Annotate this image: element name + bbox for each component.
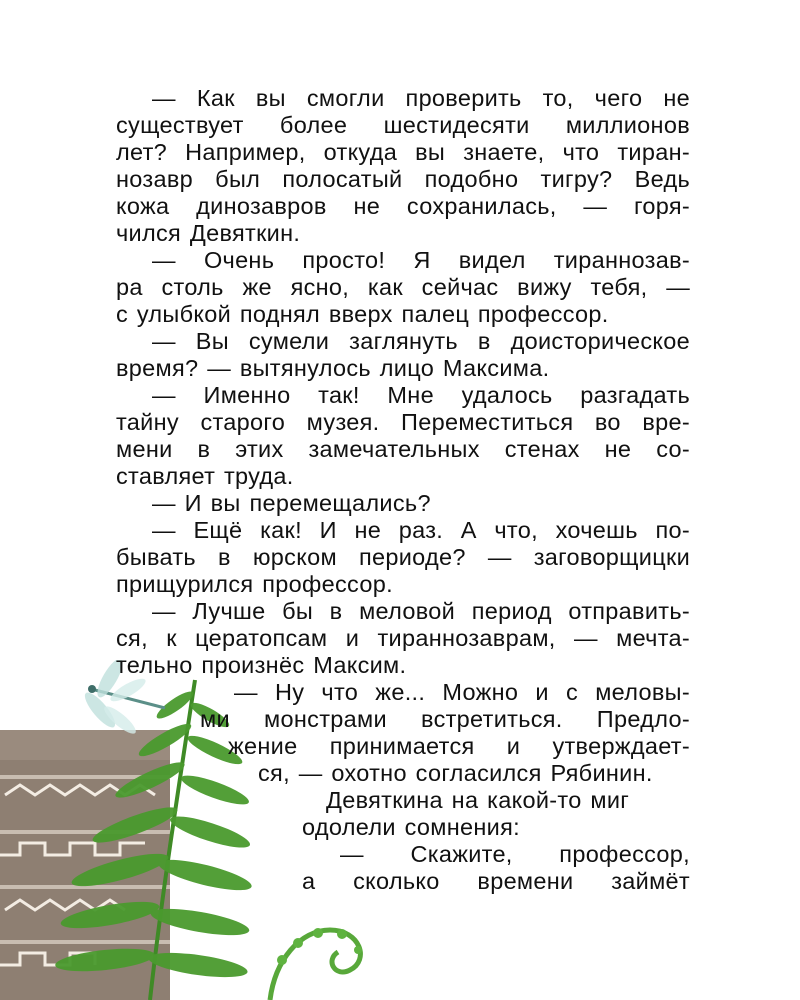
- text-line: — Как вы смогли проверить то, чего не: [152, 85, 690, 111]
- text-line: кожа динозавров не сохранилась, — горя-: [116, 193, 690, 219]
- text-line: нозавр был полосатый подобно тигру? Ведь: [116, 166, 690, 192]
- text-line: ся, к цератопсам и тираннозаврам, — мечта-: [116, 625, 690, 651]
- text-line: ставляет труда.: [116, 463, 294, 489]
- text-line: лет? Например, откуда вы знаете, что тиран-: [116, 139, 690, 165]
- text-line: одолели сомнения:: [302, 814, 520, 840]
- text-line: — Скажите, профессор,: [340, 841, 690, 867]
- text-line: — И вы перемещались?: [152, 490, 431, 516]
- text-line: бывать в юрском периоде? — заговорщицки: [116, 544, 690, 570]
- text-line: — Очень просто! Я видел тираннозав-: [152, 247, 690, 273]
- text-line: с улыбкой поднял вверх палец профессор.: [116, 301, 609, 327]
- text-line: — Ещё как! И не раз. А что, хочешь по-: [152, 517, 690, 543]
- text-line: мени в этих замечательных стенах не со-: [116, 436, 690, 462]
- text-line: чился Девяткин.: [116, 220, 301, 246]
- text-line: — Именно так! Мне удалось разгадать: [152, 382, 690, 408]
- text-line: Девяткина на какой-то миг: [326, 787, 630, 813]
- text-line: ми монстрами встретиться. Предло-: [200, 706, 690, 732]
- text-line: время? — вытянулось лицо Максима.: [116, 355, 550, 381]
- text-line: тайну старого музея. Переместиться во вре-: [116, 409, 690, 435]
- text-line: — Вы сумели заглянуть в доисторическое: [152, 328, 690, 354]
- text-line: тельно произнёс Максим.: [116, 652, 407, 678]
- text-line: ра столь же ясно, как сейчас вижу тебя, —: [116, 274, 690, 300]
- text-line: — Лучше бы в меловой период отправить-: [152, 598, 690, 624]
- text-line: прищурился профессор.: [116, 571, 393, 597]
- text-line: ся, — охотно согласился Рябинин.: [258, 760, 653, 786]
- text-line: существует более шестидесяти миллионов: [116, 112, 690, 138]
- text-line: жение принимается и утверждает-: [228, 733, 690, 759]
- text-line: а сколько времени займёт: [302, 868, 690, 894]
- text-line: — Ну что же... Можно и с меловы-: [234, 679, 690, 705]
